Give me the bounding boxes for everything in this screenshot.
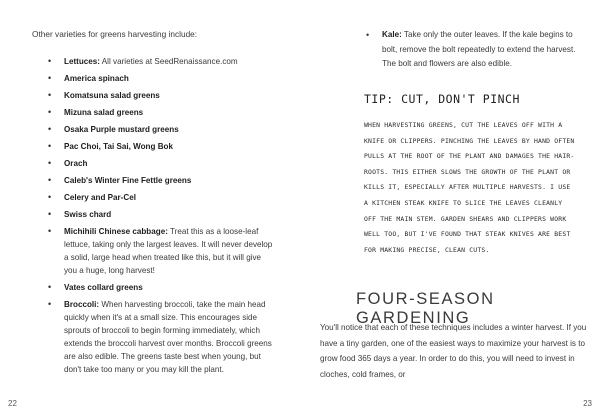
varieties-list: [48, 55, 276, 380]
tip-heading: TIP: CUT, DON'T PINCH: [364, 92, 520, 106]
list-item: • Vates collard greens: [48, 281, 276, 294]
list-item: • Caleb's Winter Fine Fettle greens: [48, 174, 276, 187]
list-item: • Pac Choi, Tai Sai, Wong Bok: [48, 140, 276, 153]
list-item: • Lettuces: All varieties at SeedRenaissance.com: [48, 55, 276, 68]
tip-body: WHEN HARVESTING GREENS, CUT THE LEAVES OFF WITH A KNIFE OR CLIPPERS. PINCHING THE LEAVES BY HAND OFTEN PULLS AT THE ROOT OF THE PLANT AND DAMAGES THE HAIR-ROOTS. THIS EITHER SLOWS THE GROWTH OF THE PLANT OR KILLS IT, ESPECIALLY AFTER MULTIPLE HARVESTS. I USE A KITCHEN STEAK KNIFE TO SLICE THE LEAVES CLEANLY OFF THE MAIN STEM. GARDEN SHEARS AND CLIPPERS WORK WELL TOO, BUT I'VE FOUND THAT STEAK KNIVES ARE BEST FOR MAKING PRECISE, CLEAN CUTS.: [364, 121, 575, 254]
kale-list: [366, 28, 576, 72]
list-item: • Swiss chard: [48, 208, 276, 221]
list-item: • Mizuna salad greens: [48, 106, 276, 119]
list-item: • Komatsuna salad greens: [48, 89, 276, 102]
list-item: • Broccoli: When harvesting broccoli, take the main head quickly when it's at a small size. This encourages side sprouts of broccoli to begin forming immediately, which extends the broccoli harvest over months. Broccoli greens are also edible. The greens taste best when young, but don't take too many or you may kill the plant.: [48, 298, 276, 376]
list-item: • Osaka Purple mustard greens: [48, 123, 276, 136]
list-item: • America spinach: [48, 72, 276, 85]
list-item: • Orach: [48, 157, 276, 170]
list-item: • Michihili Chinese cabbage: Treat this as a loose-leaf lettuce, taking only the largest leaves. It will never develop a solid, large head when treated like this, but it will give you a huge, long harvest!: [48, 225, 276, 277]
intro-text: Other varieties for greens harvesting include:: [32, 29, 198, 39]
page-number-right: 23: [583, 399, 592, 408]
list-item: • Kale: Take only the outer leaves. If the kale begins to bolt, remove the bolt repeatedly to extend the harvest. The bolt and flowers are also edible.: [366, 28, 576, 72]
page-number-left: 22: [8, 399, 17, 408]
section-body: You'll notice that each of these techniques includes a winter harvest. If you have a tiny garden, one of the easiest ways to maximize your harvest is to grow food 365 days a year. In order to do this, you will need to invest in cloches, cold frames, or: [320, 323, 587, 379]
section-heading: FOUR-SEASON GARDENING: [356, 290, 495, 327]
right-page: [300, 0, 600, 420]
list-item: • Celery and Par-Cel: [48, 191, 276, 204]
